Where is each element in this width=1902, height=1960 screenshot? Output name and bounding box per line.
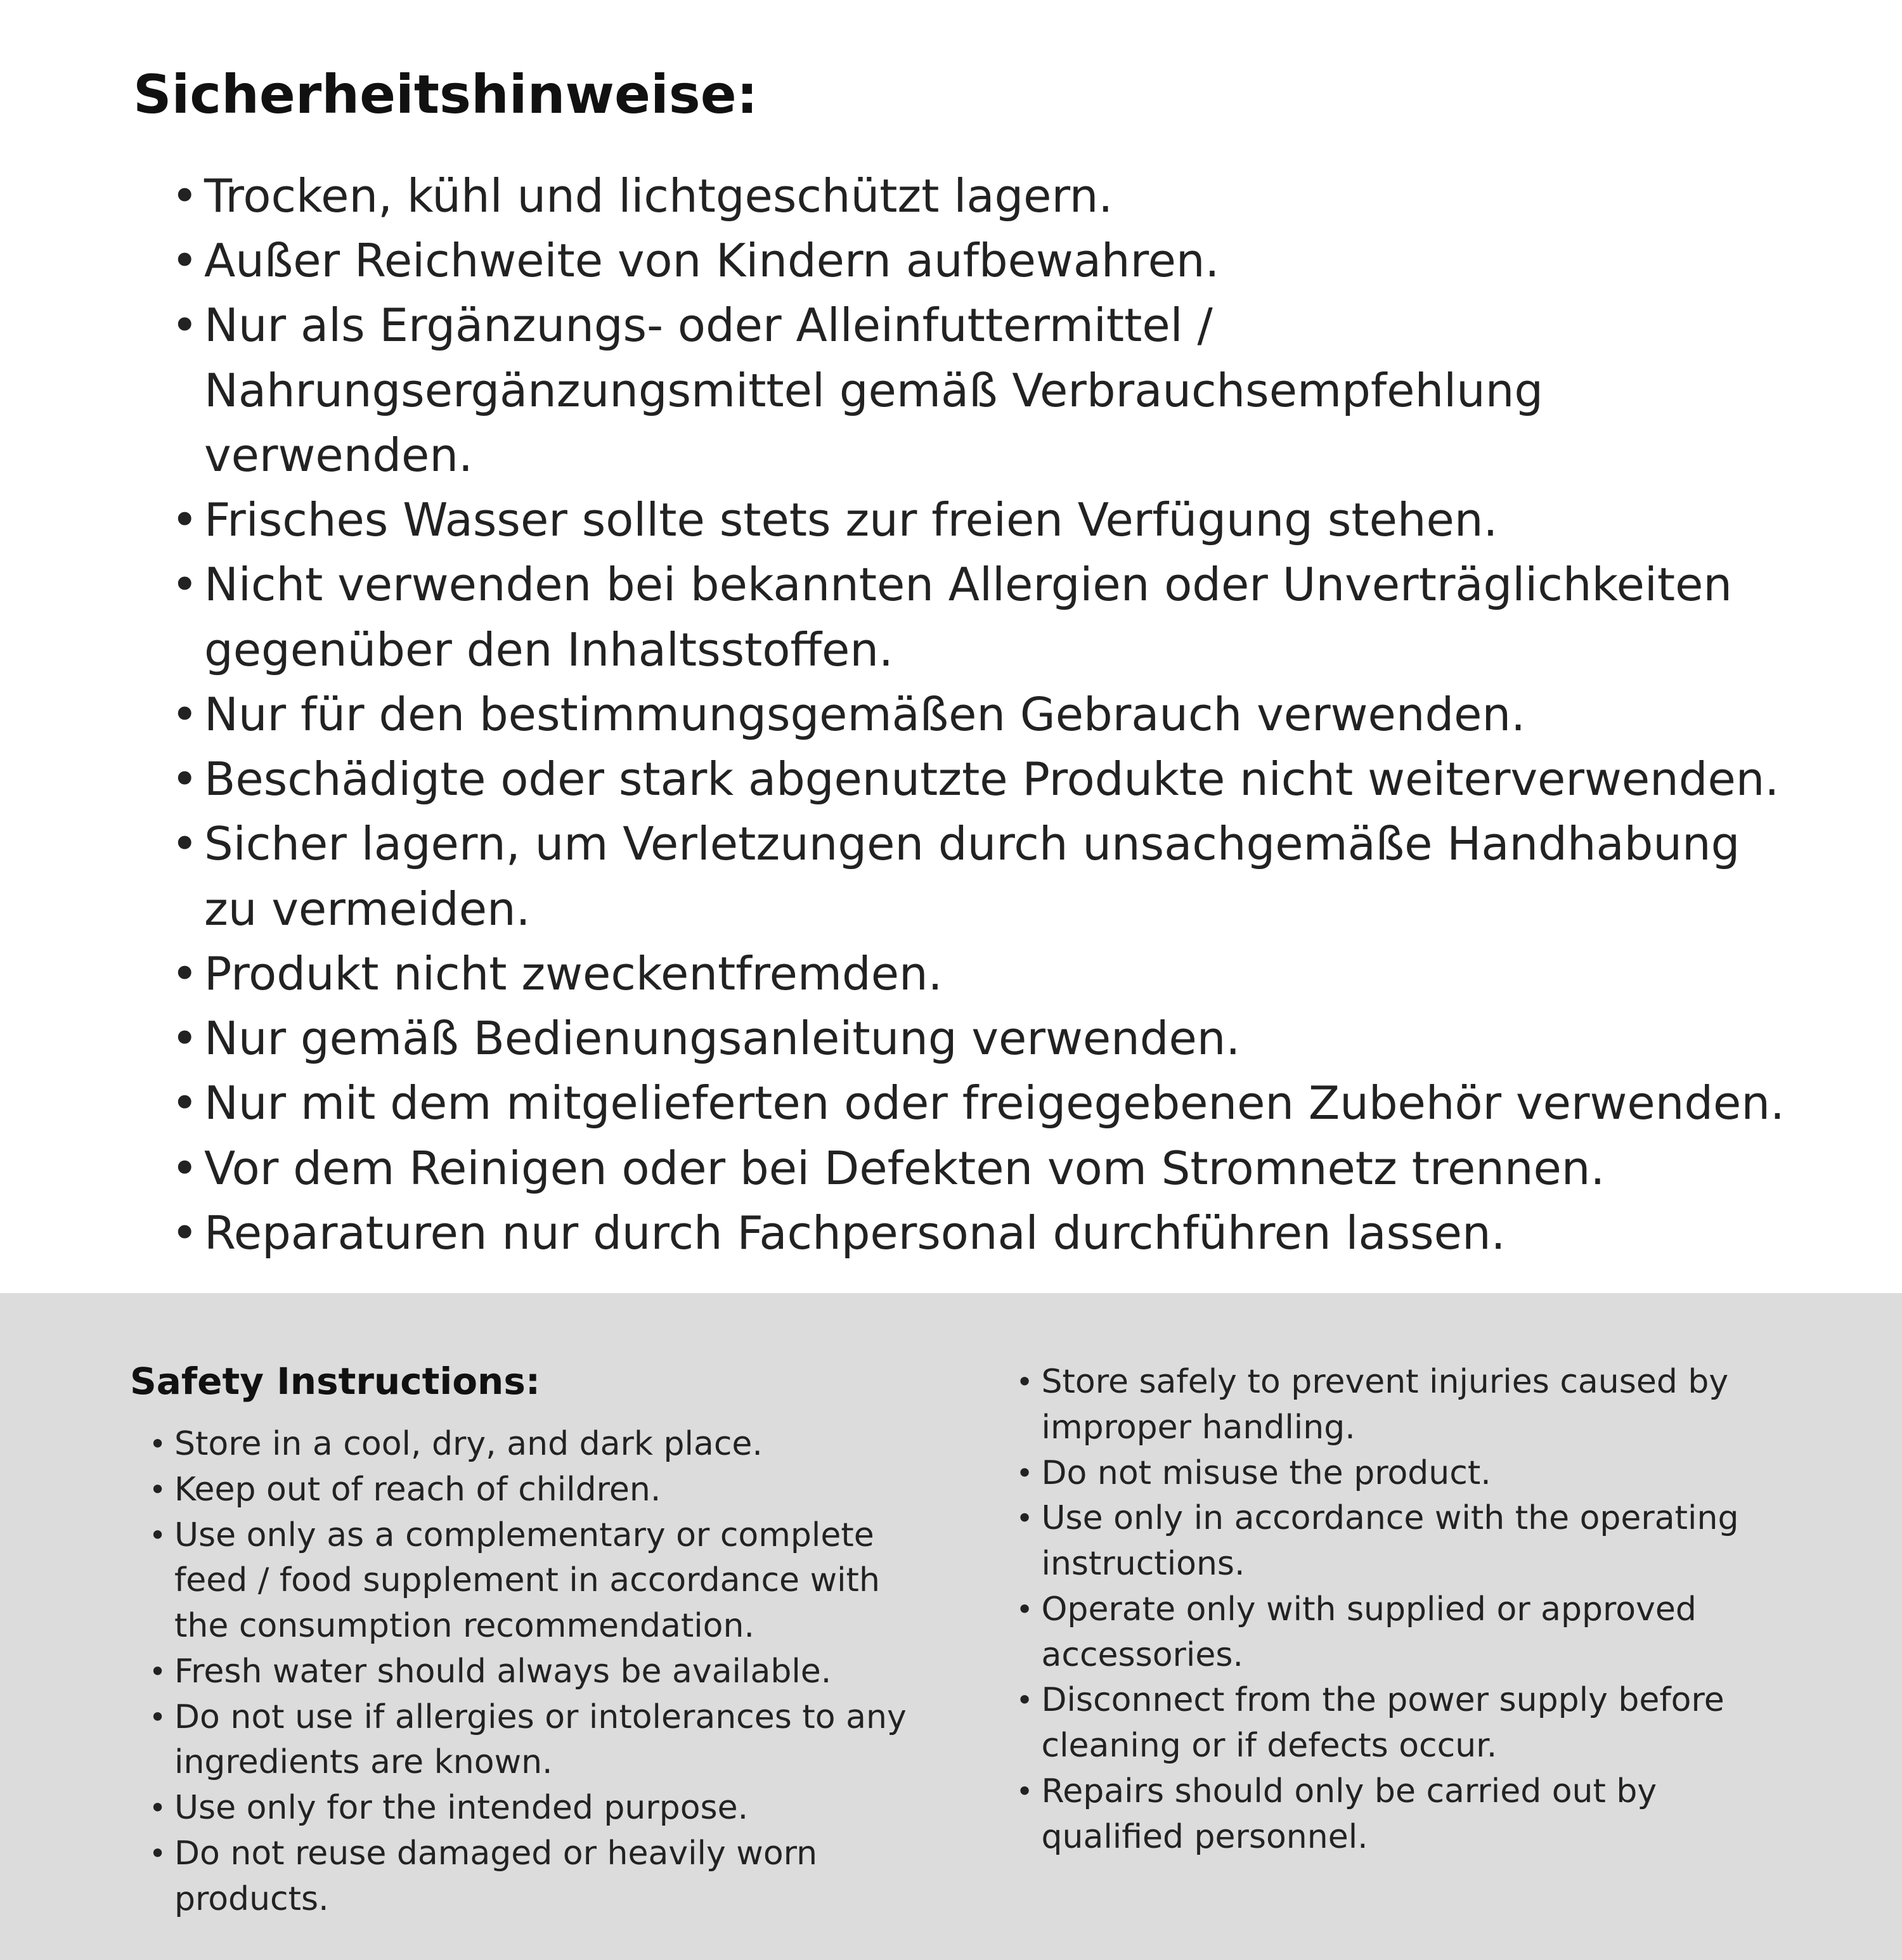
list-item: • Nur für den bestimmungsgemäßen Gebrauch verwenden. [171, 682, 1801, 747]
english-left-column [130, 1360, 940, 1922]
list-item: • Nicht verwenden bei bekannten Allergien oder Unverträglichkeiten gegenüber den Inhaltsstoffen. [171, 552, 1801, 681]
list-item: • Nur als Ergänzungs- oder Alleinfuttermittel / Nahrungsergänzungsmittel gemäß Verbrauchsempfehlung verwenden. [171, 293, 1801, 487]
list-item: • Produkt nicht zweckentfremden. [171, 941, 1801, 1006]
list-item: • Außer Reichweite von Kindern aufbewahren. [171, 228, 1801, 293]
english-right-bullet-list [997, 1360, 1808, 1860]
list-item: • Use only for the intended purpose. [149, 1786, 940, 1831]
list-item: • Nur gemäß Bedienungsanleitung verwenden. [171, 1006, 1801, 1071]
list-item: • Beschädigte oder stark abgenutzte Produkte nicht weiterverwenden. [171, 747, 1801, 811]
list-item: • Sicher lagern, um Verletzungen durch unsachgemäße Handhabung zu vermeiden. [171, 811, 1801, 941]
german-bullet-list [133, 164, 1801, 1265]
list-item: • Use only as a complementary or complete feed / food supplement in accordance with the consumption recommendation. [149, 1513, 940, 1649]
english-heading: Safety Instructions: [130, 1360, 541, 1403]
list-item: • Frisches Wasser sollte stets zur freien Verfügung stehen. [171, 487, 1801, 552]
list-item: • Store safely to prevent injuries caused by improper handling. [1016, 1360, 1808, 1451]
list-item: • Repairs should only be carried out by qualified personnel. [1016, 1769, 1808, 1860]
english-left-bullet-list [130, 1422, 940, 1922]
list-item: • Do not use if allergies or intolerances to any ingredients are known. [149, 1695, 940, 1786]
english-right-column [997, 1360, 1808, 1922]
english-section [0, 1293, 1902, 1960]
list-item: • Nur mit dem mitgelieferten oder freigegebenen Zubehör verwenden. [171, 1071, 1801, 1135]
list-item: • Disconnect from the power supply before cleaning or if defects occur. [1016, 1678, 1808, 1769]
list-item: • Do not reuse damaged or heavily worn products. [149, 1831, 940, 1923]
list-item: • Reparaturen nur durch Fachpersonal durchführen lassen. [171, 1201, 1801, 1265]
list-item: • Fresh water should always be available. [149, 1649, 940, 1695]
list-item: • Trocken, kühl und lichtgeschützt lagern. [171, 164, 1801, 228]
list-item: • Use only in accordance with the operating instructions. [1016, 1496, 1808, 1587]
list-item: • Keep out of reach of children. [149, 1467, 940, 1513]
german-heading: Sicherheitshinweise: [133, 63, 758, 126]
list-item: • Operate only with supplied or approved accessories. [1016, 1587, 1808, 1679]
list-item: • Vor dem Reinigen oder bei Defekten vom Stromnetz trennen. [171, 1136, 1801, 1201]
list-item: • Do not misuse the product. [1016, 1451, 1808, 1497]
list-item: • Store in a cool, dry, and dark place. [149, 1422, 940, 1467]
